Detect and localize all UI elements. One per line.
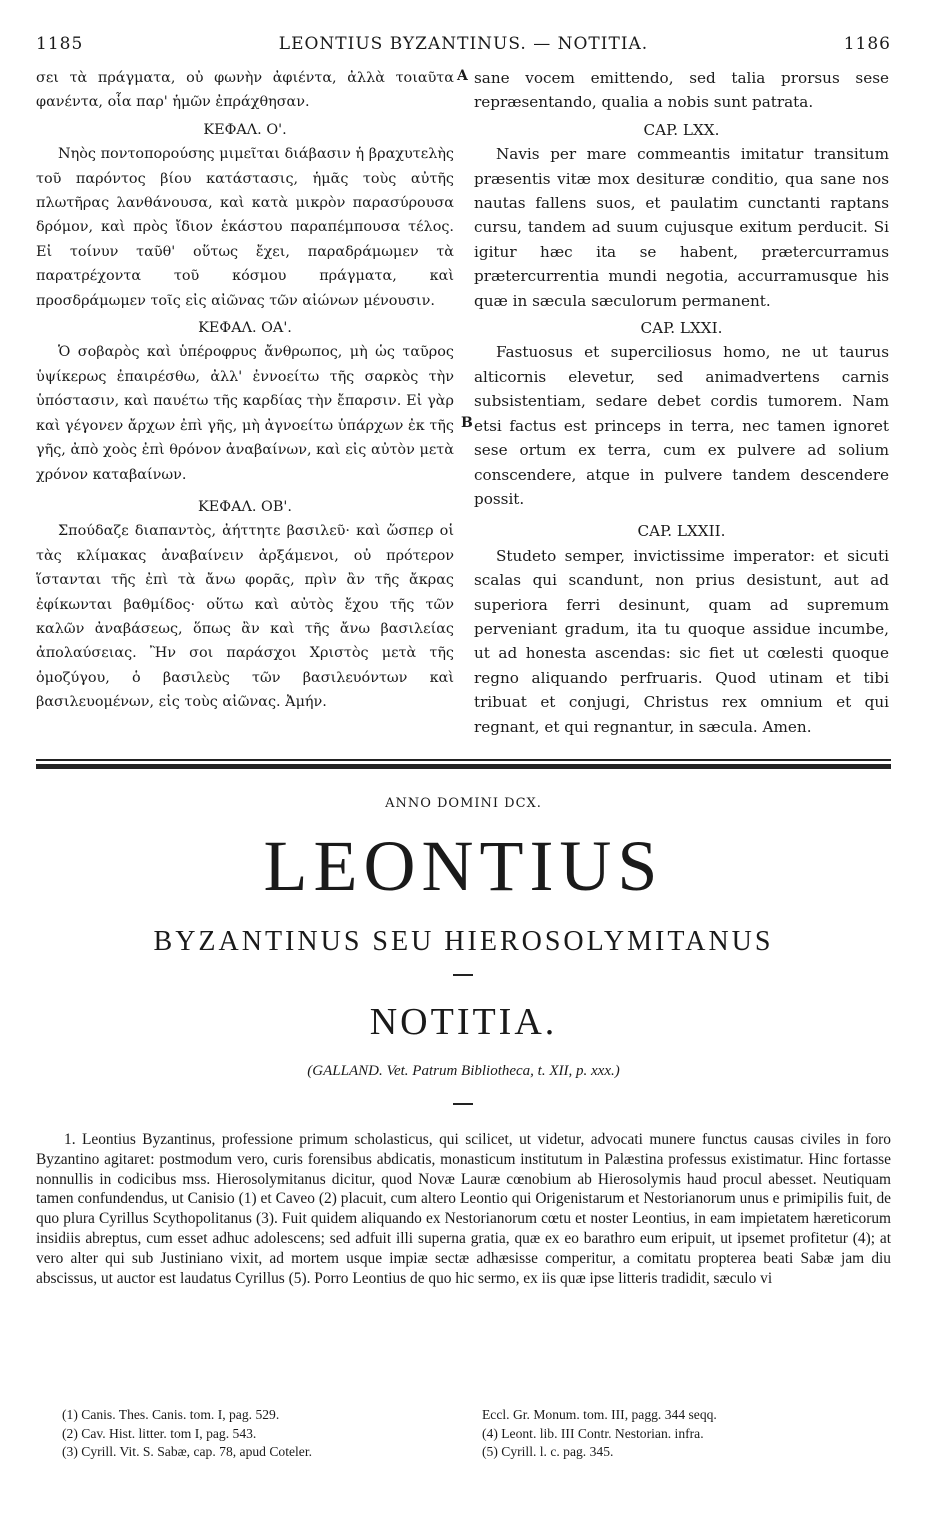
greek-paragraph-70: Νηὸς ποντοπορούσης μιμεῖται διάβασιν ἡ βραχυτελὴς τοῦ παρόντος βίου κατάστασις, ἡμᾶς τοὺς αὐτῆς πλωτῆρας λανθάνουσα, καὶ κατὰ μικρὸν παρασύρουσα δρόμον, καὶ πρὸς ἴδιον ἑκάστου παραπέμπουσα τέλος. Εἰ τοίνυν ταῦθ' οὕτως ἔχει, παραδράμωμεν τὰ παρατρέχοντα τοῦ κόσμου πράγματα, καὶ προσδράμωμεν τοῖς εἰς αἰῶνας τῶν αἰώνων μένουσιν. [36,146,454,309]
footnotes-left [62,1406,312,1462]
latin-column [474,66,889,739]
anno-line: ANNO DOMINI DCX. [385,796,542,811]
footnote-2: (2) Cav. Hist. litter. tom I, pag. 543. [62,1425,257,1441]
footnote-3-continued: Eccl. Gr. Monum. tom. III, pagg. 344 seqq. [482,1407,717,1422]
latin-chapter-heading-71: CAP. LXXI. [640,319,723,338]
running-header [36,34,891,58]
footnotes-right [482,1406,717,1462]
footnote-4: (4) Leont. lib. III Contr. Nestorian. infra. [482,1425,704,1441]
page-number-left: 1185 [36,34,84,54]
footnote-5: (5) Cyrill. l. c. pag. 345. [482,1444,614,1460]
footnote-3: (3) Cyrill. Vit. S. Sabæ, cap. 78, apud Coteler. [62,1444,313,1460]
latin-chapter-heading-72: CAP. LXXII. [637,522,726,541]
running-title: LEONTIUS BYZANTINUS. — NOTITIA. [278,34,649,54]
paragraph-number: 1. [64,1131,76,1148]
margin-mark-b: B [461,415,473,431]
greek-paragraph-72: Σπούδαζε διαπαντὸς, ἀήττητε βασιλεῦ· καὶ ὥσπερ οἱ τὰς κλίμακας ἀναβαίνειν ἀρξάμενοι, οὐ πρότερον ἵστανται τῆς ἐπὶ τὰ ἄνω φορᾶς, πρὶν ἂν τῆς ἄκρας ἐφίκωνται βαθμίδος· οὕτω καὶ αὐτὸς ἔχου τῆς τῶν καλῶν ἀναβάσεως, ὅπως ἂν καὶ τῆς ἄνω βασιλείας ἀπολαύσειας. Ἢν σοι παράσχοι Χριστὸς μετὰ τῆς ὁμοζύγου, ὁ βασιλεὺς τῶν βασιλευόντων καὶ βασιλευομένων, εἰς τοὺς αἰῶνας. Ἀμήν. [36,523,454,711]
separator-rule-bottom [36,764,891,769]
greek-paragraph-71: Ὁ σοβαρὸς καὶ ὑπέροφρυς ἄνθρωπος, μὴ ὡς ταῦρος ὑψίκερως ἐπαιρέσθω, ἀλλ' ἐννοείτω τῆς σαρκὸς τὴν ὑπόστασιν, καὶ παυέτω τῆς καρδίας τὴν ἔπαρσιν. Εἰ γὰρ καὶ γέγονεν ἄρχων ἐπὶ γῆς, μὴ ἀγνοείτω ὑπάρχων ἐκ τῆς γῆς, ἀπὸ χοὸς ἐπὶ θρόνον ἀναβαίνων, καὶ εἰς αὐτὸν μετὰ χρόνον καταβαίνων. [36,344,454,483]
notitia-paragraph: Leontius Byzantinus, professione primum scholasticus, qui scilicet, ut videtur, advocati munere functus causas civiles in foro Byzantino agitaret: postmodum vero, curis forensibus abdicatis, monasticum institutum in Palæstina professus existimatur. Hinc fortasse nonnullis in codicibus mss. Hierosolymitanus dicitur, quod Novæ Lauræ cœnobium ab Hierosolymis haud procul abesset. Neutiquam tamen confundendus, ut Canisio (1) et Caveo (2) placuit, cum altero Leontio qui Origenistarum et Nestorianorum unus e primipilis fuit, de quo plura Cyrillus Scythopolitanus (3). Fuit quidem aliquando ex Nestorianorum cœtu et noster Leontius, in eam impietatem hæreticorum insidiis abreptus, cum esset adhuc adolescens; sed adfuit illi superna gratia, quæ ex eo barathro eum eripuit, ut ipsemet profitetur (4); at vero alter qui sub Justiniano vixit, ad mortem usque impiæ sectæ adhæsisse comperitur, a comitatu propterea beati Sabæ jam diu abscissus, ut auctor est laudatus Cyrillus (5). Porro Leontius de quo hic sermo, ex iis quæ ipse litteris tradidit, sæculo vi [36,1131,891,1287]
footnote-1: (1) Canis. Thes. Canis. tom. I, pag. 529. [62,1407,280,1422]
greek-chapter-heading-71: ΚΕΦΑΛ. ΟΑ'. [198,320,292,337]
greek-chapter-heading-70: ΚΕΦΑΛ. Ο'. [203,121,287,138]
main-title: LEONTIUS [263,826,664,906]
latin-paragraph-70: Navis per mare commeantis imitatur transitum præsentis vitæ mox desituræ conditio, qua sane nos nautas fallens suos, et paulatim cunctanti raptans cursu, tandem ad suum cujusque exitum perducit. Si igitur hæc ita se habent, prætercurramus prætercurrentia mundi negotia, accurramusque his quæ in sæcula sæculorum permanent. [474,145,889,310]
greek-chapter-heading-72: ΚΕΦΑΛ. ΟΒ'. [198,498,292,515]
latin-paragraph-71: Fastuosus et superciliosus homo, ne ut taurus alticornis elevetur, sed animadvertens carnis subsistentiam, sedare debet cordis tumorem. Nam etsi factus est princeps in terra, nec tamen ignoret sese ortum ex terra, cum ex pulvere ad solium conscendere, atque in pulvere tandem descendere possit. [474,343,889,508]
greek-intro: σει τὰ πράγματα, οὐ φωνὴν ἀφιέντα, ἀλλὰ τοιαῦτα φανέντα, οἷα παρ' ἡμῶν ἐπράχθησαν. [36,70,454,111]
margin-mark-a: A [457,68,468,84]
title-dash-2 [453,1103,473,1105]
notitia-body [36,1130,891,1288]
latin-chapter-heading-70: CAP. LXX. [643,120,720,139]
section-title: NOTITIA. [369,1001,558,1043]
latin-intro: sane vocem emittendo, sed talia prorsus sese repræsentando, qualia a nobis sunt patrata. [474,69,889,112]
subtitle: BYZANTINUS SEU HIEROSOLYMITANUS [153,926,774,957]
source-citation: (GALLAND. Vet. Patrum Bibliotheca, t. XII, p. xxx.) [307,1063,620,1079]
page-number-right: 1186 [843,34,891,54]
separator-rule-top [36,759,891,761]
title-dash-1 [453,974,473,976]
greek-column [36,66,454,715]
latin-paragraph-72: Studeto semper, invictissime imperator: et sicuti scalas qui scandunt, non prius desistunt, aut ad superiora ferri desinunt, quam ad supremum perveniant gradum, ita tu quoque assidue incumbe, ut ad honesta ascendas: sic fiet ut cœlesti quoque regno aliquando perfruaris. Quod utinam et tibi tribuat et conjugi, Christus rex omnium et qui regnant, et qui regnantur, in sæcula. Amen. [474,546,889,736]
